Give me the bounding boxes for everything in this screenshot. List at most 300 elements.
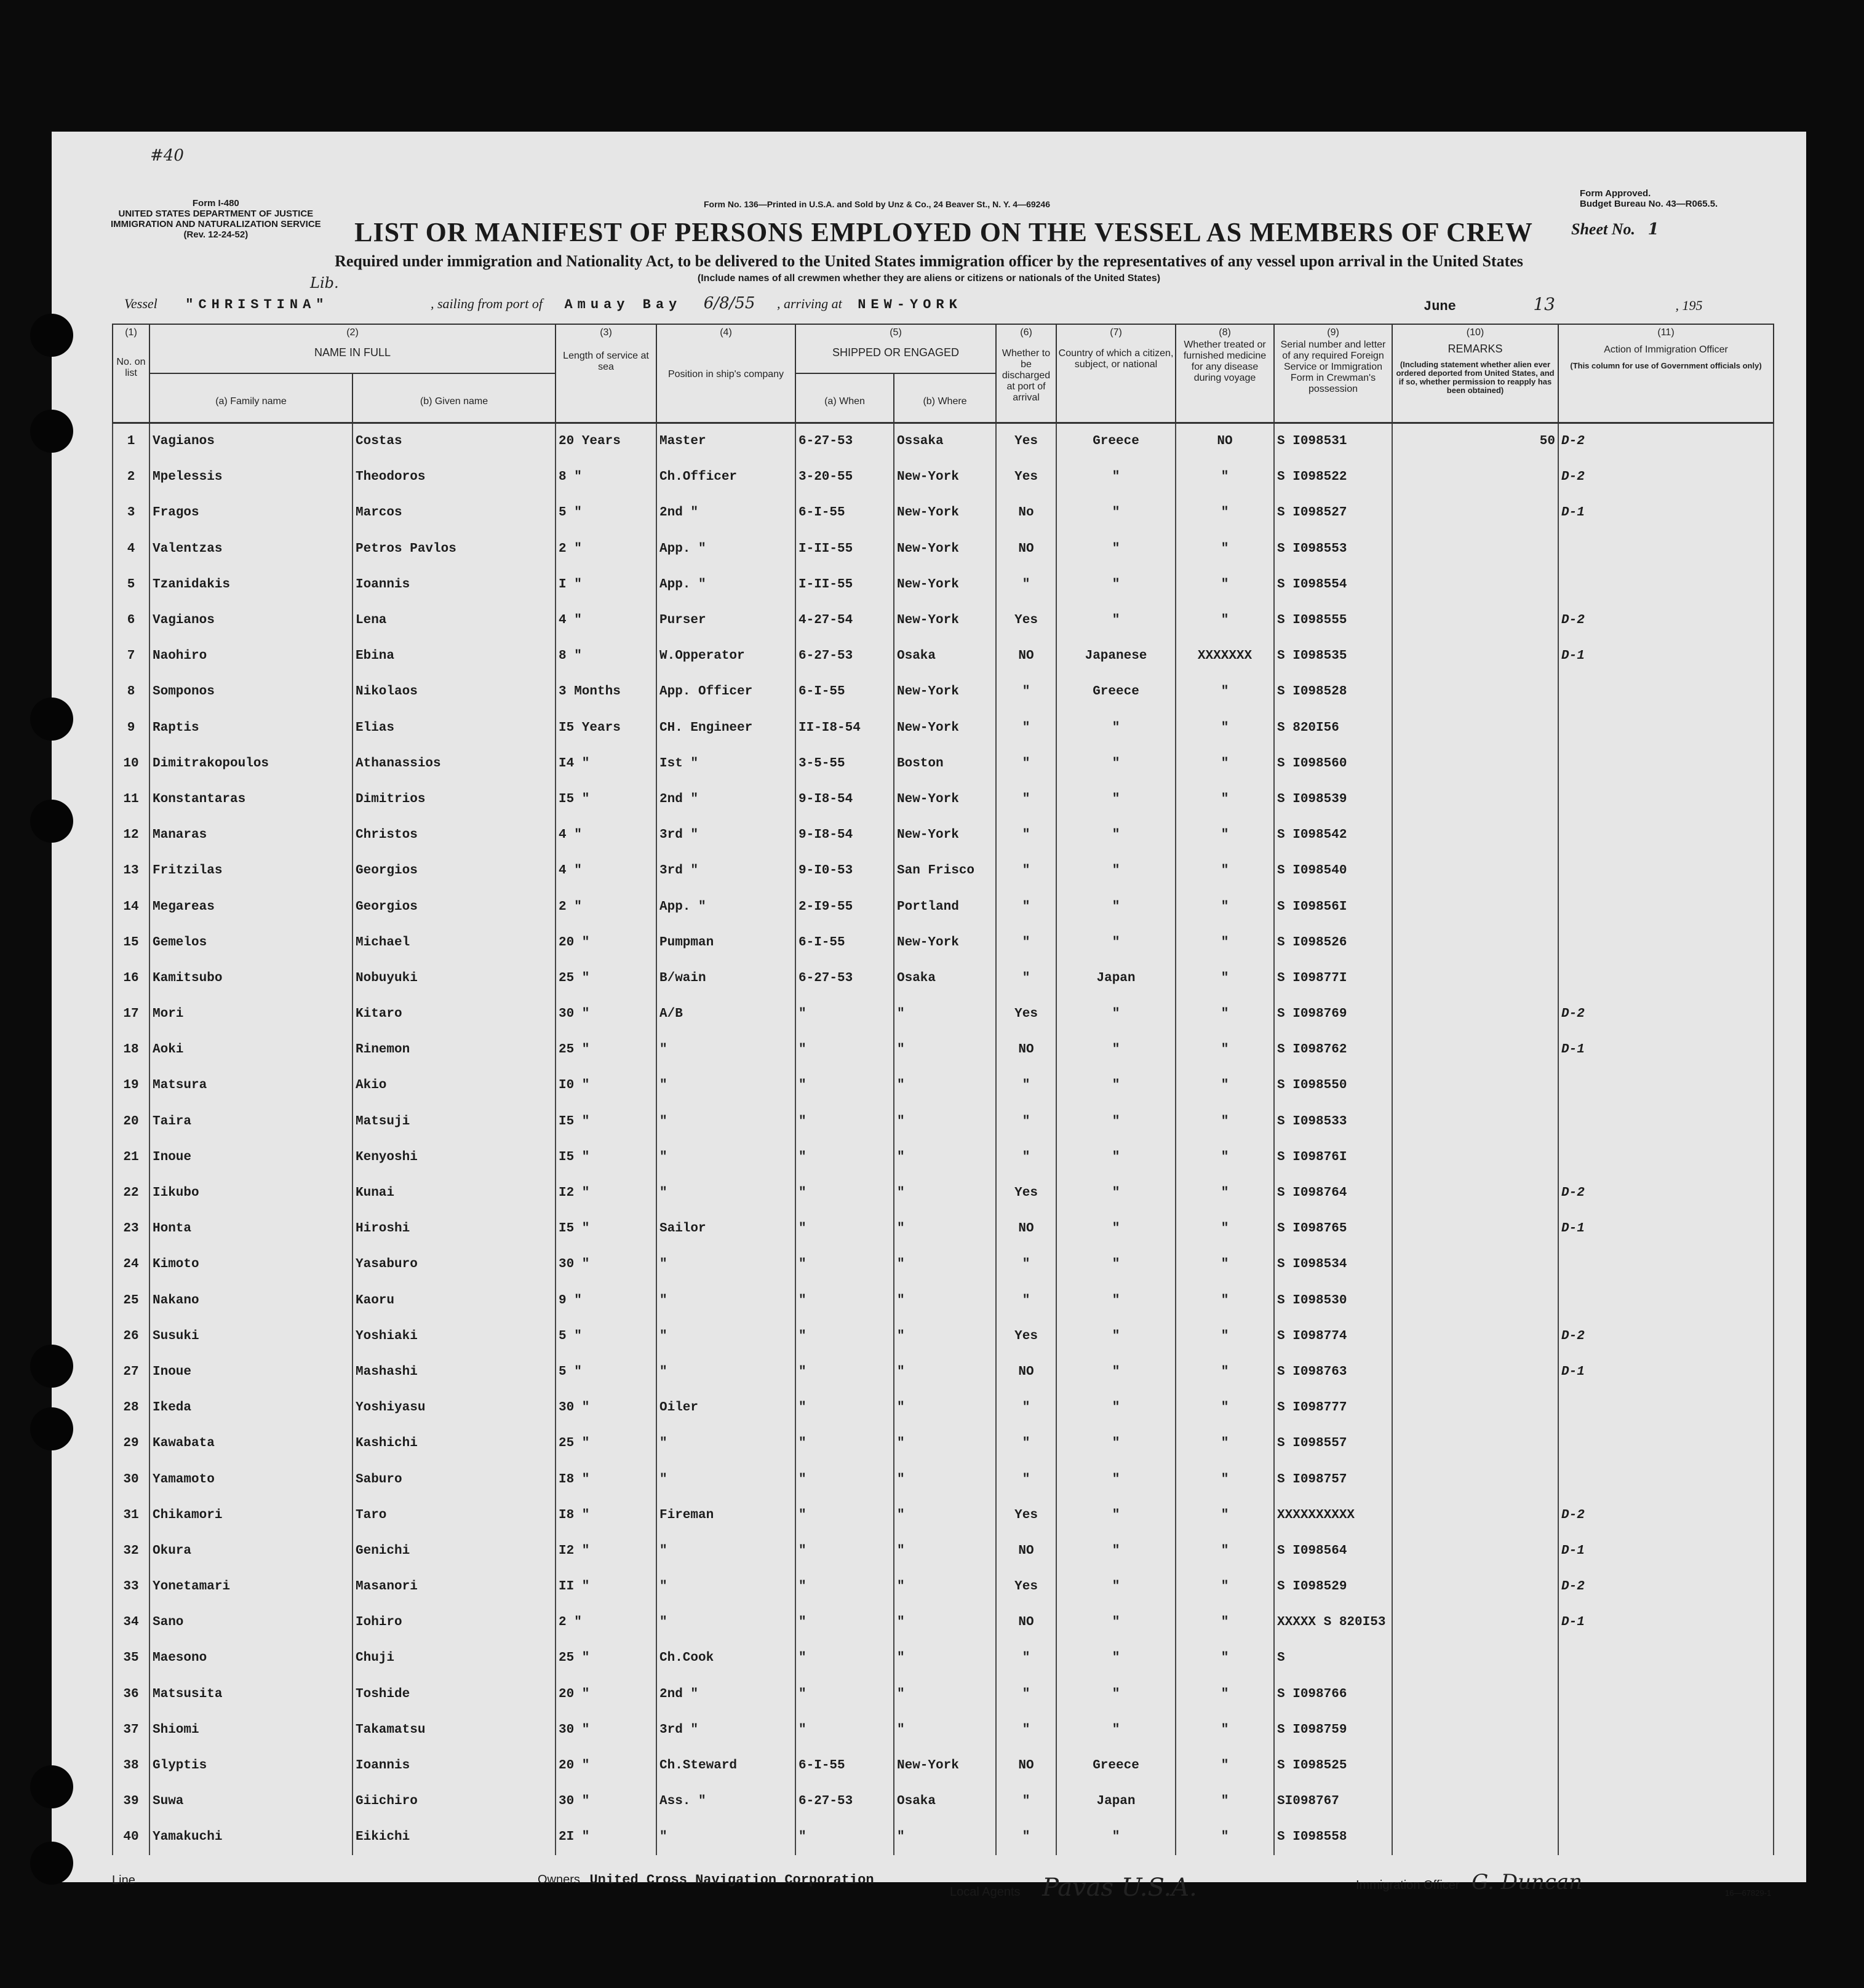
serial-number-cell: S I098522 [1274,459,1392,495]
shipped-when-cell: 6-27-53 [795,960,894,996]
given-name-cell: Taro [352,1497,556,1533]
shipped-where-cell: " [894,1282,996,1318]
table-header [113,324,1774,423]
treated-cell: " [1176,960,1274,996]
table-row [113,1640,1774,1676]
officer-action-cell [1558,567,1774,602]
service-length-cell: 30 " [556,1712,656,1747]
position-cell: Ch.Steward [656,1747,795,1783]
treated-cell: " [1176,1712,1274,1747]
department: UNITED STATES DEPARTMENT OF JUSTICE [118,209,314,219]
family-name-cell: Valentzas [149,531,352,567]
discharged-cell: " [996,1676,1056,1712]
officer-action-cell: D-2 [1558,996,1774,1032]
treated-cell: " [1176,1819,1274,1855]
remarks-cell [1392,1569,1558,1605]
remarks-cell [1392,602,1558,638]
treated-cell: " [1176,1354,1274,1390]
shipped-where-cell: " [894,1676,996,1712]
country-cell: " [1056,1211,1176,1247]
remarks-cell [1392,1175,1558,1211]
row-number-cell: 37 [113,1712,149,1747]
remarks-cell [1392,459,1558,495]
shipped-where-cell: " [894,1032,996,1068]
given-name-cell: Ioannis [352,567,556,602]
service-length-cell: 30 " [556,1784,656,1819]
discharged-cell: Yes [996,459,1056,495]
officer-action-cell: D-1 [1558,1032,1774,1068]
given-name-cell: Kashichi [352,1426,556,1461]
table-row [113,1103,1774,1139]
officer-action-cell [1558,1784,1774,1819]
family-name-cell: Okura [149,1533,352,1569]
treated-cell: " [1176,1533,1274,1569]
shipped-where-cell: New-York [894,495,996,531]
serial-number-cell: S I098529 [1274,1569,1392,1605]
remarks-cell [1392,674,1558,710]
position-cell: " [656,1461,795,1497]
country-cell: " [1056,495,1176,531]
service-length-cell: 9 " [556,1282,656,1318]
remarks-cell [1392,924,1558,960]
country-cell: Greece [1056,674,1176,710]
given-name-cell: Petros Pavlos [352,531,556,567]
remarks-cell [1392,710,1558,746]
shipped-where-cell: " [894,1390,996,1426]
serial-number-cell: S I09877I [1274,960,1392,996]
treated-cell: " [1176,1569,1274,1605]
given-name-cell: Mashashi [352,1354,556,1390]
position-cell: Master [656,423,795,459]
shipped-when-cell: " [795,1175,894,1211]
discharged-cell: " [996,1139,1056,1175]
remarks-cell [1392,1032,1558,1068]
remarks-cell [1392,996,1558,1032]
serial-number-cell: S I098557 [1274,1426,1392,1461]
shipped-where-cell: Osaka [894,960,996,996]
treated-cell: " [1176,1747,1274,1783]
position-cell: Purser [656,602,795,638]
country-cell: " [1056,1461,1176,1497]
shipped-where-cell: Portland [894,889,996,924]
officer-action-cell [1558,1390,1774,1426]
family-name-cell: Naohiro [149,638,352,674]
row-number-cell: 32 [113,1533,149,1569]
remarks-cell [1392,960,1558,996]
shipped-when-cell: I-II-55 [795,567,894,602]
service-length-cell: 3 Months [556,674,656,710]
service-name: IMMIGRATION AND NATURALIZATION SERVICE [111,219,321,229]
treated-cell: " [1176,1282,1274,1318]
position-cell: " [656,1318,795,1354]
service-length-cell: I5 " [556,1211,656,1247]
family-name-cell: Taira [149,1103,352,1139]
discharged-cell: " [996,1282,1056,1318]
discharged-cell: " [996,817,1056,853]
row-number-cell: 15 [113,924,149,960]
form-number: Form I-480 [192,198,239,209]
row-number-cell: 7 [113,638,149,674]
treated-cell: " [1176,1318,1274,1354]
position-cell: App. " [656,889,795,924]
remarks-cell [1392,1103,1558,1139]
row-number-cell: 21 [113,1139,149,1175]
officer-signature: G. Duncan [1472,1870,1582,1895]
shipped-when-cell: 6-27-53 [795,638,894,674]
row-number-cell: 29 [113,1426,149,1461]
footer-officer [1356,1870,1582,1895]
col-discharged-header: (6) Whether to be discharged at port of arrival [996,324,1056,423]
col-position-header: (4) Position in ship's company [656,324,795,423]
shipped-when-cell: I-II-55 [795,531,894,567]
treated-cell: XXXXXXX [1176,638,1274,674]
treated-cell: " [1176,781,1274,817]
shipped-when-cell: 3-20-55 [795,459,894,495]
position-cell: " [656,1247,795,1282]
row-number-cell: 36 [113,1676,149,1712]
shipped-where-cell: New-York [894,602,996,638]
discharged-cell: " [996,1247,1056,1282]
family-name-cell: Maesono [149,1640,352,1676]
row-number-cell: 6 [113,602,149,638]
treated-cell: " [1176,710,1274,746]
family-name-cell: Shiomi [149,1712,352,1747]
treated-cell: " [1176,602,1274,638]
treated-cell: " [1176,1211,1274,1247]
row-number-cell: 24 [113,1247,149,1282]
remarks-cell [1392,1533,1558,1569]
service-length-cell: 2 " [556,889,656,924]
row-number-cell: 22 [113,1175,149,1211]
family-name-cell: Mpelessis [149,459,352,495]
sheet-value: 1 [1647,220,1659,239]
row-number-cell: 17 [113,996,149,1032]
shipped-where-cell: " [894,1426,996,1461]
country-cell: " [1056,1426,1176,1461]
service-length-cell: I5 " [556,1139,656,1175]
table-row [113,746,1774,781]
serial-number-cell: S I098764 [1274,1175,1392,1211]
family-name-cell: Gemelos [149,924,352,960]
table-row [113,1354,1774,1390]
serial-number-cell: S I098533 [1274,1103,1392,1139]
remarks-cell [1392,1139,1558,1175]
col-number-header: (1) No. on list [113,324,149,423]
treated-cell: " [1176,1390,1274,1426]
remarks-cell [1392,817,1558,853]
officer-action-cell: D-2 [1558,1569,1774,1605]
agents-label: Local Agents [950,1885,1021,1899]
table-row [113,996,1774,1032]
position-cell: Ist " [656,746,795,781]
shipped-where-cell: " [894,1461,996,1497]
service-length-cell: 4 " [556,602,656,638]
table-row [113,423,1774,459]
manifest-sheet [52,132,1806,1902]
row-number-cell: 14 [113,889,149,924]
row-number-cell: 20 [113,1103,149,1139]
serial-number-cell: S I098528 [1274,674,1392,710]
service-length-cell: 20 " [556,1747,656,1783]
remarks-cell [1392,1354,1558,1390]
row-number-cell: 16 [113,960,149,996]
serial-number-cell: S I098527 [1274,495,1392,531]
service-length-cell: 20 Years [556,423,656,459]
officer-action-cell [1558,1712,1774,1747]
country-cell: " [1056,1390,1176,1426]
shipped-when-cell: 6-I-55 [795,674,894,710]
shipped-when-cell: 4-27-54 [795,602,894,638]
serial-number-cell: S I09856I [1274,889,1392,924]
treated-cell: " [1176,1784,1274,1819]
given-name-cell: Akio [352,1068,556,1103]
shipped-where-cell: " [894,996,996,1032]
family-name-cell: Mori [149,996,352,1032]
shipped-when-cell: " [795,1032,894,1068]
punch-hole [30,800,73,843]
remarks-cell [1392,1640,1558,1676]
serial-number-cell: S I098560 [1274,746,1392,781]
officer-action-cell [1558,853,1774,889]
family-name-cell: Ikeda [149,1390,352,1426]
table-row [113,495,1774,531]
family-name-cell: Megareas [149,889,352,924]
shipped-where-cell: " [894,1354,996,1390]
given-name-cell: Yoshiaki [352,1318,556,1354]
serial-number-cell: XXXXXXXXXX [1274,1497,1392,1533]
country-cell: " [1056,924,1176,960]
serial-number-cell: S I098765 [1274,1211,1392,1247]
serial-number-cell: S I098553 [1274,531,1392,567]
discharged-cell: " [996,1103,1056,1139]
family-name-cell: Yamamoto [149,1461,352,1497]
shipped-where-cell: Ossaka [894,423,996,459]
row-number-cell: 9 [113,710,149,746]
given-name-cell: Elias [352,710,556,746]
arrival-date [1424,294,1702,314]
given-name-cell: Georgios [352,889,556,924]
shipped-when-cell: " [795,1605,894,1640]
country-cell: " [1056,1676,1176,1712]
country-cell: " [1056,602,1176,638]
remarks-cell [1392,1390,1558,1426]
table-row [113,781,1774,817]
discharged-cell: " [996,1068,1056,1103]
shipped-when-cell: " [795,996,894,1032]
remarks-cell [1392,638,1558,674]
table-row [113,674,1774,710]
discharged-cell: NO [996,1032,1056,1068]
country-cell: " [1056,1068,1176,1103]
remarks-cell [1392,1318,1558,1354]
treated-cell: " [1176,674,1274,710]
position-cell: " [656,1103,795,1139]
table-row [113,1533,1774,1569]
discharged-cell: NO [996,1354,1056,1390]
table-row [113,1747,1774,1783]
serial-number-cell: XXXXX S 820I53 [1274,1605,1392,1640]
officer-action-cell: D-2 [1558,1497,1774,1533]
service-length-cell: 5 " [556,495,656,531]
remarks-cell [1392,1247,1558,1282]
treated-cell: " [1176,531,1274,567]
serial-number-cell: S I098555 [1274,602,1392,638]
row-number-cell: 1 [113,423,149,459]
given-name-cell: Christos [352,817,556,853]
family-name-cell: Fritzilas [149,853,352,889]
discharged-cell: NO [996,531,1056,567]
col-treated-header: (8) Whether treated or furnished medicine for any disease during voyage [1176,324,1274,423]
family-name-cell: Suwa [149,1784,352,1819]
punch-hole [30,314,73,357]
vessel-label: Vessel [124,296,157,311]
table-row [113,567,1774,602]
given-name-cell: Nobuyuki [352,960,556,996]
row-number-cell: 11 [113,781,149,817]
shipped-when-cell: " [795,1533,894,1569]
given-name-cell: Takamatsu [352,1712,556,1747]
serial-number-cell: S I098539 [1274,781,1392,817]
shipped-when-cell: 6-I-55 [795,924,894,960]
given-name-cell: Kenyoshi [352,1139,556,1175]
serial-number-cell: S I098531 [1274,423,1392,459]
position-cell: Ch.Officer [656,459,795,495]
given-name-cell: Masanori [352,1569,556,1605]
given-name-cell: Rinemon [352,1032,556,1068]
col-family-header: (a) Family name [149,373,352,423]
family-name-cell: Aoki [149,1032,352,1068]
shipped-where-cell: New-York [894,531,996,567]
crew-table [112,324,1774,1855]
given-name-cell: Georgios [352,853,556,889]
shipped-when-cell: II-I8-54 [795,710,894,746]
position-cell: App. " [656,531,795,567]
punch-hole [30,698,73,741]
remarks-cell [1392,889,1558,924]
family-name-cell: Yamakuchi [149,1819,352,1855]
treated-cell: " [1176,1247,1274,1282]
discharged-cell: Yes [996,996,1056,1032]
service-length-cell: 20 " [556,1676,656,1712]
shipped-where-cell: " [894,1068,996,1103]
officer-label: Immigration Officer [1356,1879,1460,1892]
position-cell: " [656,1282,795,1318]
corner-mark: #40 [150,146,184,165]
shipped-where-cell: New-York [894,924,996,960]
shipped-where-cell: " [894,1139,996,1175]
service-length-cell: 30 " [556,1247,656,1282]
position-cell: App. " [656,567,795,602]
country-cell: " [1056,459,1176,495]
shipped-where-cell: New-York [894,1747,996,1783]
remarks-cell [1392,1819,1558,1855]
officer-action-cell [1558,924,1774,960]
discharged-cell: Yes [996,423,1056,459]
table-row [113,1390,1774,1426]
row-number-cell: 13 [113,853,149,889]
remarks-cell: 50 [1392,423,1558,459]
shipped-when-cell: 3-5-55 [795,746,894,781]
row-number-cell: 10 [113,746,149,781]
remarks-cell [1392,495,1558,531]
shipped-when-cell: 9-I0-53 [795,853,894,889]
arriving-label: , arriving at [776,296,842,311]
position-cell: " [656,1354,795,1390]
shipped-when-cell: " [795,1569,894,1605]
table-row [113,1461,1774,1497]
position-cell: Ch.Cook [656,1640,795,1676]
country-cell: " [1056,1247,1176,1282]
form-header-left [111,198,321,240]
shipped-when-cell: " [795,1497,894,1533]
shipped-when-cell: " [795,1068,894,1103]
table-row [113,1068,1774,1103]
punch-hole [30,1407,73,1450]
shipped-where-cell: " [894,1211,996,1247]
table-row [113,817,1774,853]
country-cell: " [1056,1533,1176,1569]
position-cell: A/B [656,996,795,1032]
family-name-cell: Inoue [149,1139,352,1175]
sailing-port: Amuay Bay [564,297,682,312]
shipped-where-cell: " [894,1640,996,1676]
discharged-cell: Yes [996,602,1056,638]
officer-action-cell [1558,1676,1774,1712]
family-name-cell: Chikamori [149,1497,352,1533]
serial-number-cell: S I098525 [1274,1747,1392,1783]
officer-action-cell: D-1 [1558,1211,1774,1247]
table-row [113,853,1774,889]
country-cell: " [1056,1318,1176,1354]
discharged-cell: " [996,1461,1056,1497]
position-cell: App. Officer [656,674,795,710]
discharged-cell: Yes [996,1569,1056,1605]
remarks-cell [1392,1497,1558,1533]
col-service-header: (3) Length of service at sea [556,324,656,423]
family-name-cell: Yonetamari [149,1569,352,1605]
shipped-where-cell: " [894,1533,996,1569]
given-name-cell: Iohiro [352,1605,556,1640]
treated-cell: " [1176,924,1274,960]
treated-cell: " [1176,495,1274,531]
discharged-cell: Yes [996,1497,1056,1533]
col-country-header: (7) Country of which a citizen, subject, or national [1056,324,1176,423]
service-length-cell: 4 " [556,817,656,853]
given-name-cell: Saburo [352,1461,556,1497]
discharged-cell: NO [996,1533,1056,1569]
discharged-cell: " [996,1390,1056,1426]
table-row [113,1426,1774,1461]
row-number-cell: 31 [113,1497,149,1533]
position-cell: B/wain [656,960,795,996]
footer-owners [538,1872,874,1888]
col-name-header: (2) NAME IN FULL [149,324,556,373]
serial-number-cell: S I098550 [1274,1068,1392,1103]
shipped-when-cell: " [795,1211,894,1247]
serial-number-cell: S I098564 [1274,1533,1392,1569]
punch-hole [30,410,73,453]
country-cell: " [1056,1175,1176,1211]
row-number-cell: 4 [113,531,149,567]
service-length-cell: 4 " [556,853,656,889]
arriving-port: NEW-YORK [858,297,962,312]
officer-action-cell [1558,889,1774,924]
row-number-cell: 28 [113,1390,149,1426]
shipped-where-cell: " [894,1819,996,1855]
discharged-cell: " [996,710,1056,746]
discharged-cell: NO [996,1211,1056,1247]
col-remarks-header: (10) REMARKS (Including statement whether alien ever ordered deported from United States, and if so, whether permission to reapply has been obtained) [1392,324,1558,423]
